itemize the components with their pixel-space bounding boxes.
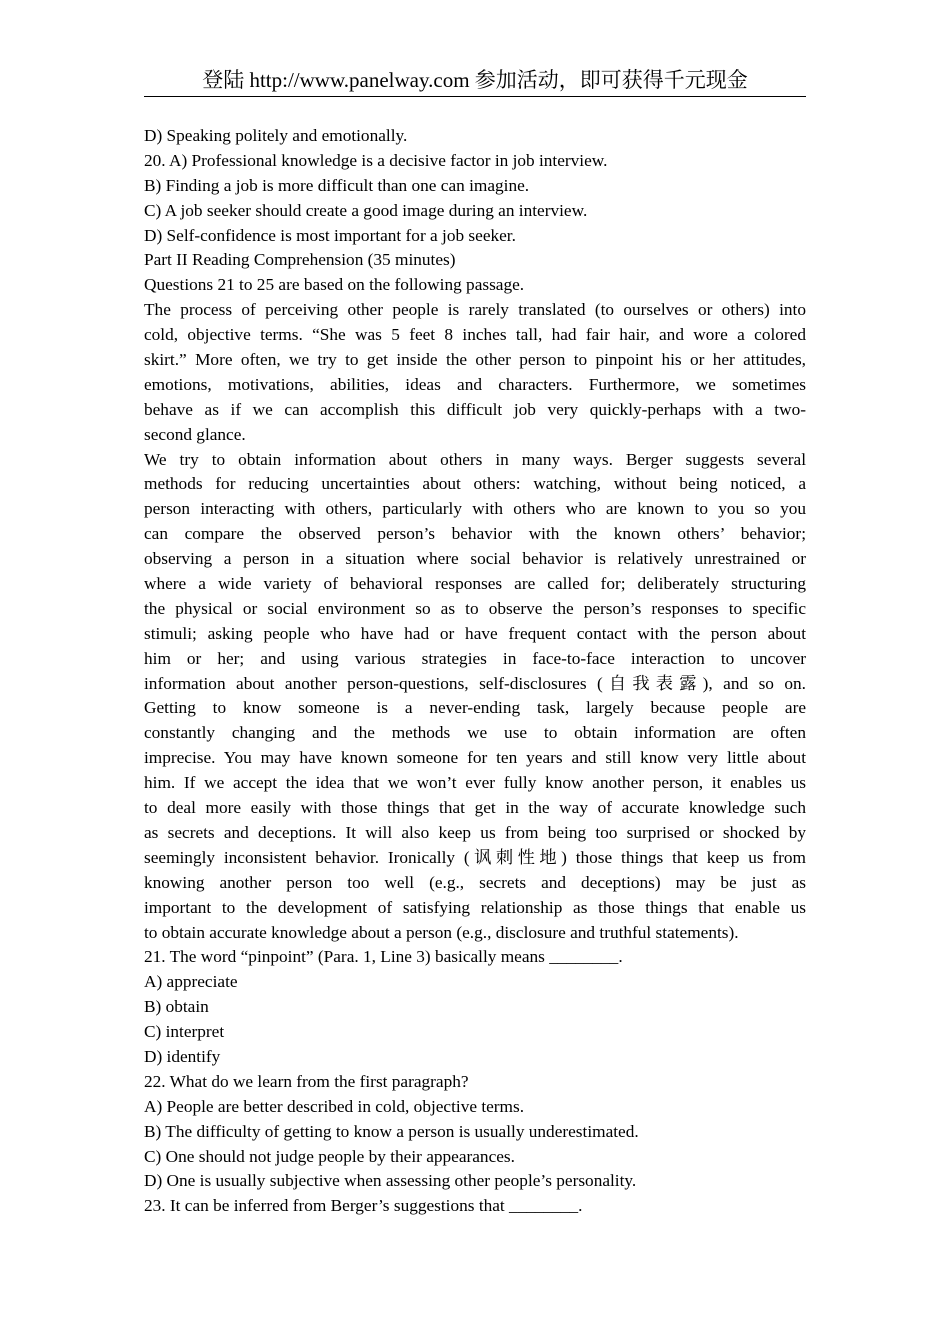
paragraph-line: knowing another person too well (e.g., secrets and deceptions) may be just as [144,872,806,892]
paragraph-line: where a wide variety of behavioral responses are called for; deliberately structuring [144,574,806,594]
paragraph-line: behave as if we can accomplish this difficult job very quickly-perhaps with a two- [144,399,806,419]
question-22-stem: 22. What do we learn from the first paragraph? [144,1071,469,1091]
option-line: B) Finding a job is more difficult than one can imagine. [144,175,530,195]
option-line: D) One is usually subjective when assessing other people’s personality. [144,1171,637,1191]
paragraph-line: emotions, motivations, abilities, ideas and characters. Furthermore, we sometimes [144,374,806,394]
paragraph-line: The process of perceiving other people is rarely translated (to ourselves or others) into [144,300,806,320]
paragraph-line: second glance. [144,424,246,444]
option-line: A) appreciate [144,972,238,992]
paragraph-line: the physical or social environment so as to observe the person’s responses to specific [144,598,806,618]
paragraph-line: can compare the observed person’s behavior with the known others’ behavior; [144,524,806,544]
option-line: C) A job seeker should create a good image during an interview. [144,200,588,220]
paragraph-line: stimuli; asking people who have had or have frequent contact with the person about [144,623,806,643]
paragraph-line: observing a person in a situation where social behavior is relatively unrestrained or [144,549,806,569]
paragraph-line: Getting to know someone is a never-ending task, largely because people are [144,698,806,718]
paragraph-line: seemingly inconsistent behavior. Ironically (讽刺性地) those things that keep us from [144,847,806,867]
question-23-stem: 23. It can be inferred from Berger’s suggestions that ________. [144,1196,583,1216]
paragraph-line: important to the development of satisfying relationship as those things that enable us [144,897,806,917]
paragraph-line: cold, objective terms. “She was 5 feet 8 inches tall, had fair hair, and wore a colored [144,325,806,345]
previous-question-options [144,124,806,298]
option-line: C) interpret [144,1022,225,1042]
paragraph-line: constantly changing and the methods we use to obtain information are often [144,723,806,743]
header-text: 登陆 http://www.panelway.com 参加活动，即可获得千元现金 [202,68,748,92]
option-line: D) Self-confidence is most important for a job seeker. [144,225,516,245]
paragraph-line: We try to obtain information about others in many ways. Berger suggests several [144,449,806,469]
paragraph-line: to obtain accurate knowledge about a person (e.g., disclosure and truthful statements). [144,922,739,942]
paragraph-line: him. If we accept the idea that we won’t ever fully know another person, it enables us [144,773,806,793]
document-body [144,124,806,1219]
question-line: 20. A) Professional knowledge is a decisive factor in job interview. [144,150,608,170]
paragraph-line: as secrets and deceptions. It will also keep us from being too surprised or shocked by [144,822,806,842]
question-21-stem: 21. The word “pinpoint” (Para. 1, Line 3) basically means ________. [144,947,623,967]
page-header [144,64,806,97]
passage-paragraph-1 [144,298,806,447]
passage-paragraph-2 [144,448,806,946]
paragraph-line: skirt.” More often, we try to get inside the other person to pinpoint his or her attitudes, [144,350,806,370]
option-line: D) Speaking politely and emotionally. [144,126,408,145]
paragraph-line: imprecise. You may have known someone for ten years and still know very little about [144,748,806,768]
option-line: B) The difficulty of getting to know a person is usually underestimated. [144,1121,639,1141]
paragraph-line: information about another person-questions, self-disclosures (自我表露), and so on. [144,673,806,693]
paragraph-line: methods for reducing uncertainties about others: watching, without being noticed, a [144,474,806,494]
paragraph-line: him or her; and using various strategies in face-to-face interaction to uncover [144,648,806,668]
option-line: D) identify [144,1046,221,1066]
option-line: C) One should not judge people by their appearances. [144,1146,515,1166]
option-line: A) People are better described in cold, objective terms. [144,1096,525,1116]
section-title: Part II Reading Comprehension (35 minutes) [144,250,456,270]
paragraph-line: to deal more easily with those things that get in the way of accurate knowledge such [144,798,806,818]
section-instruction: Questions 21 to 25 are based on the following passage. [144,275,525,295]
paragraph-line: person interacting with others, particularly with others who are known to you so you [144,499,806,519]
option-line: B) obtain [144,997,209,1017]
question-list [144,945,806,1219]
